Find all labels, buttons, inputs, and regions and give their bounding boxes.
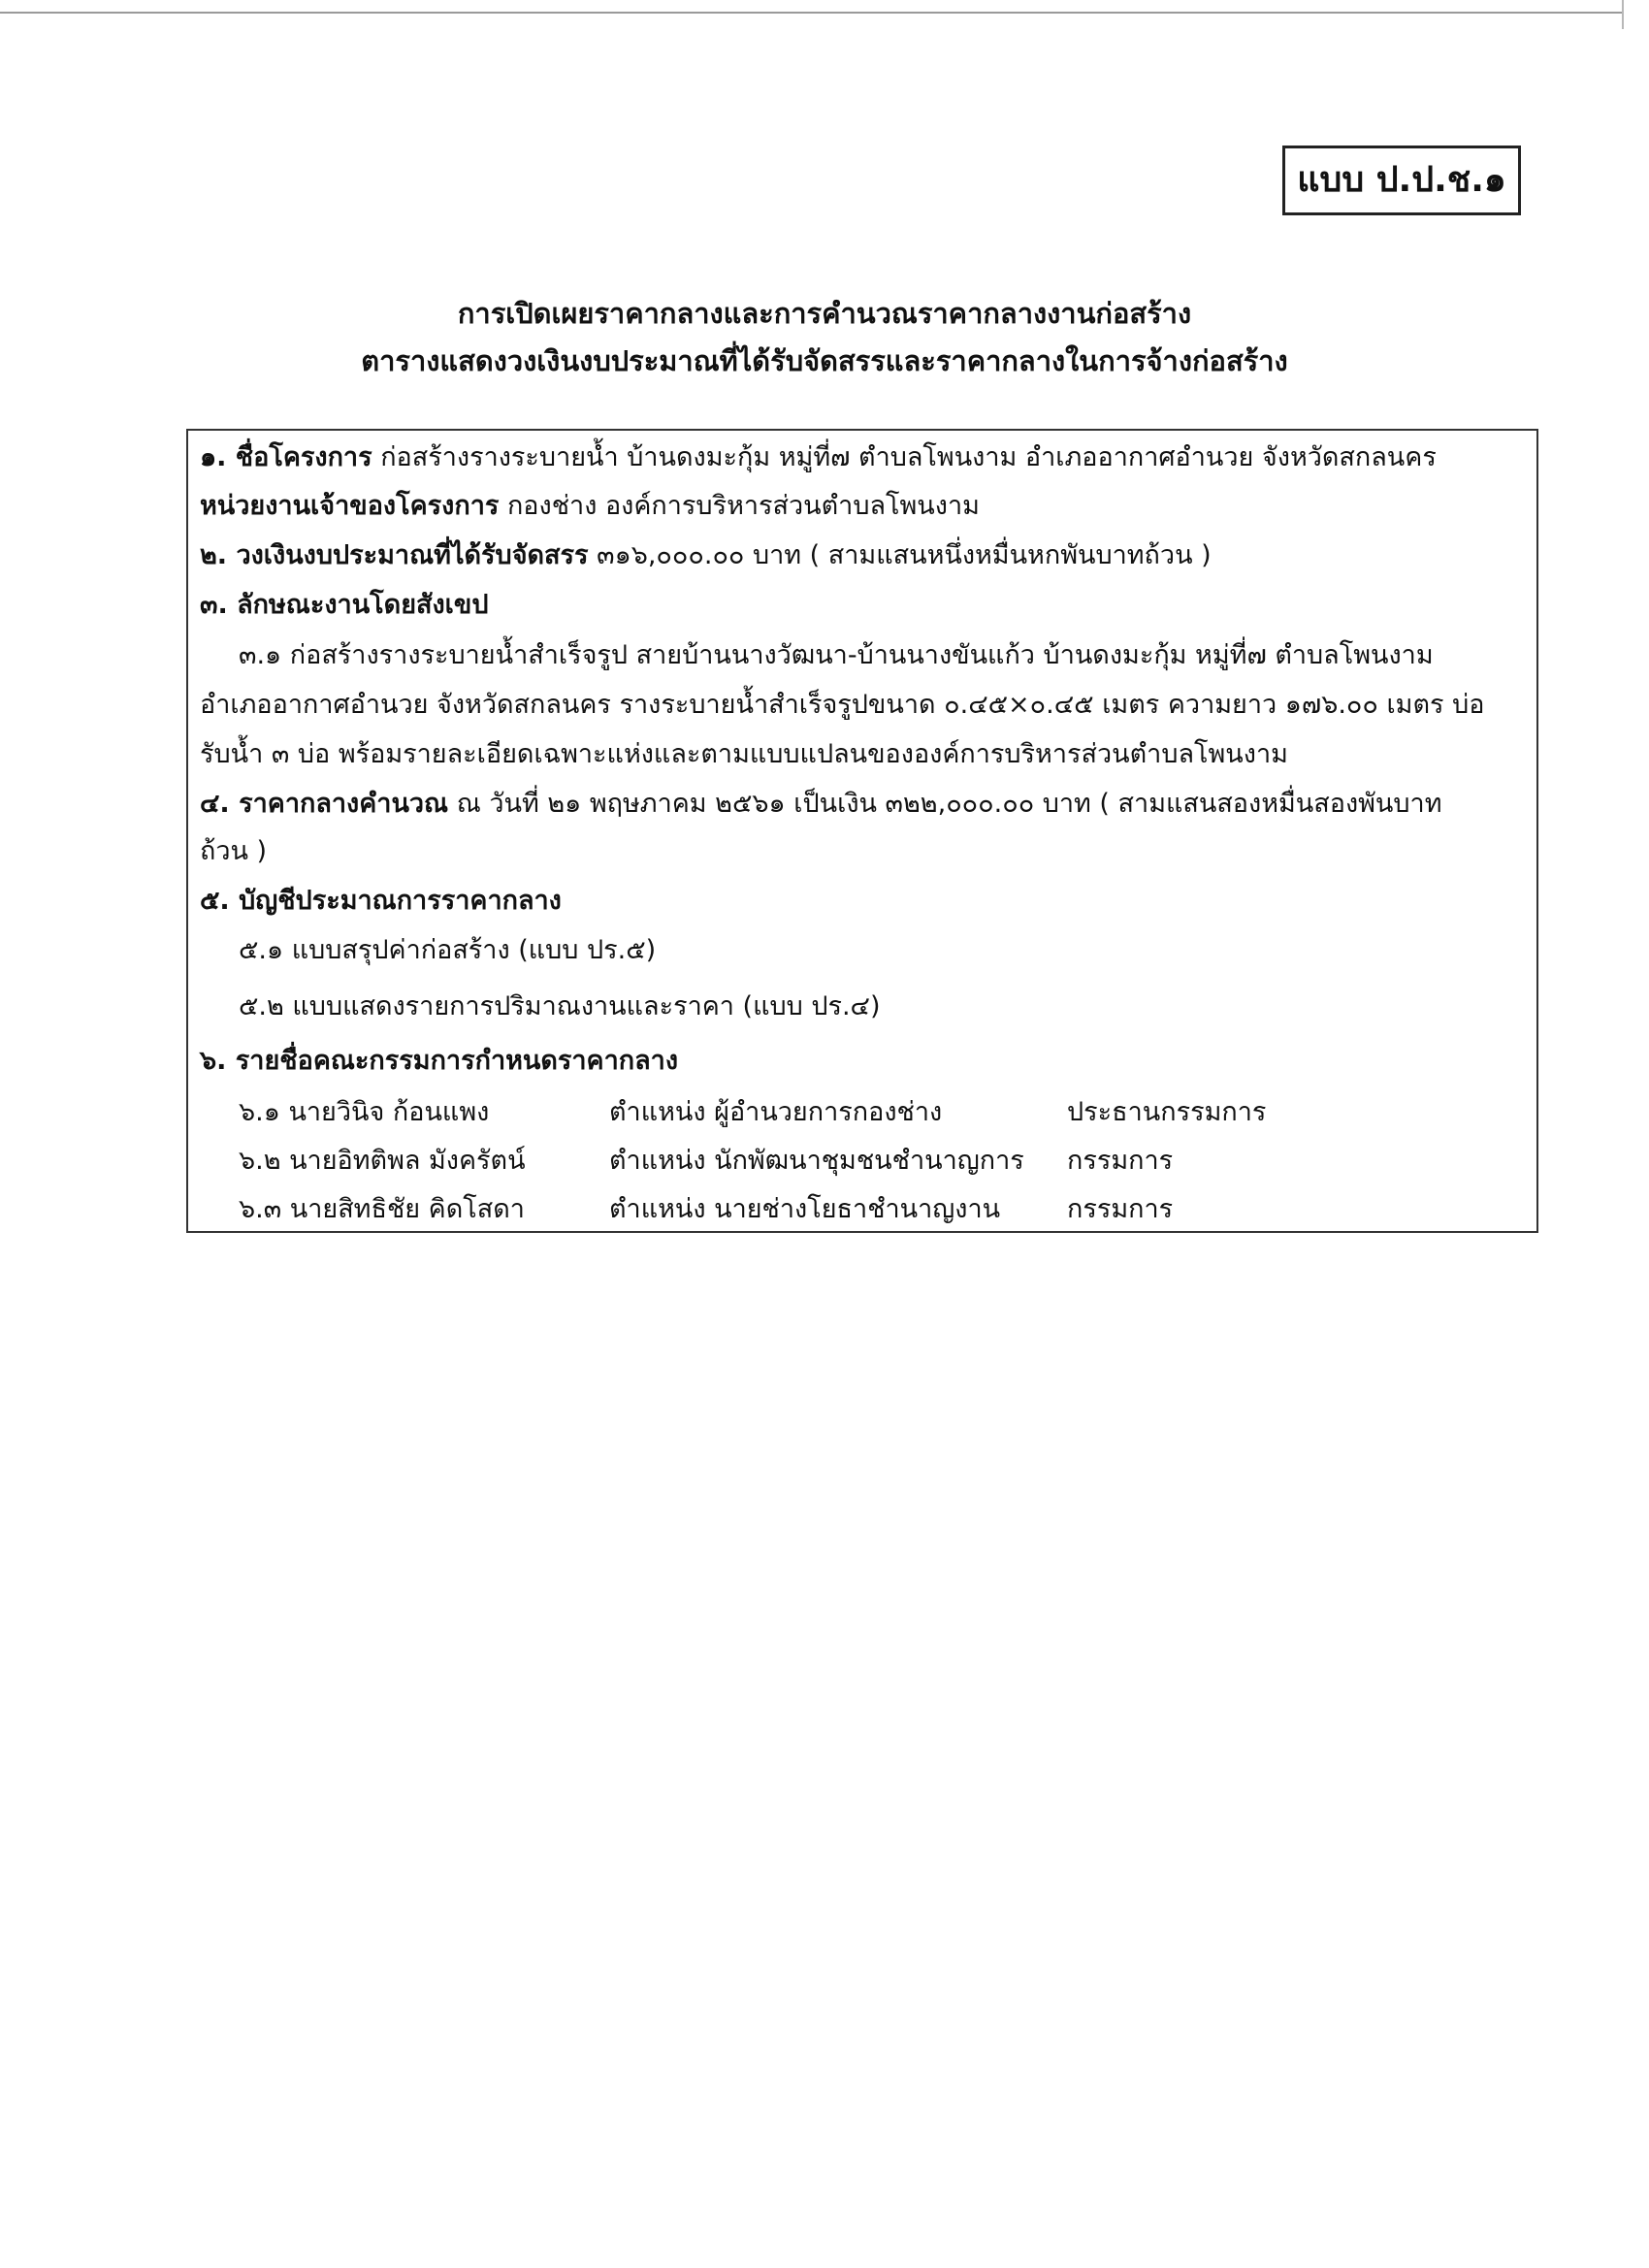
- estimate-item: ๕.๑ แบบสรุปค่าก่อสร้าง (แบบ ปร.๕): [239, 935, 657, 965]
- section-3-label: ๓. ลักษณะงานโดยสังเขป: [200, 590, 489, 620]
- section-5-label: ๕. บัญชีประมาณการราคากลาง: [200, 886, 562, 916]
- section-project-name: [200, 440, 1437, 475]
- page-edge-line: [1622, 0, 1624, 29]
- top-scan-rule: [0, 12, 1622, 14]
- section-1-label: ๑. ชื่อโครงการ: [200, 442, 372, 472]
- document-title: การเปิดเผยราคากลางและการคำนวณราคากลางงานก่อสร้าง: [457, 297, 1192, 330]
- member-role: ประธานกรรมการ: [1067, 1097, 1267, 1127]
- member-position: ตำแหน่ง นายช่างโยธาชำนาญงาน: [609, 1194, 1001, 1224]
- member-position: ตำแหน่ง นักพัฒนาชุมชนชำนาญการ: [609, 1146, 1024, 1176]
- section-6-label: ๖. รายชื่อคณะกรรมการกำหนดราคากลาง: [200, 1046, 679, 1076]
- section-median-price: [200, 787, 1442, 822]
- work-description-line: รับน้ำ ๓ บ่อ พร้อมรายละเอียดเฉพาะแห่งและตามแบบแปลนขององค์การบริหารส่วนตำบลโพนงาม: [200, 739, 1288, 769]
- member-role: กรรมการ: [1067, 1194, 1174, 1224]
- median-price-text-cont: ถ้วน ): [200, 836, 268, 866]
- member-name: ๖.๑ นายวินิจ ก้อนแพง: [239, 1097, 490, 1127]
- member-role: กรรมการ: [1067, 1146, 1174, 1176]
- section-4-label: ๔. ราคากลางคำนวณ: [200, 789, 449, 819]
- document-subtitle: ตารางแสดงวงเงินงบประมาณที่ได้รับจัดสรรและราคากลางในการจ้างก่อสร้าง: [361, 344, 1288, 377]
- member-name: ๖.๓ นายสิทธิชัย คิดโสดา: [239, 1194, 525, 1224]
- member-position: ตำแหน่ง ผู้อำนวยการกองช่าง: [609, 1097, 943, 1127]
- median-price-text: ณ วันที่ ๒๑ พฤษภาคม ๒๕๖๑ เป็นเงิน ๓๒๒,๐๐๐.๐๐ บาท ( สามแสนสองหมื่นสองพันบาท: [448, 789, 1442, 819]
- budget-text: ๓๑๖,๐๐๐.๐๐ บาท ( สามแสนหนึ่งหมื่นหกพันบาทถ้วน ): [588, 540, 1212, 570]
- form-code-box: แบบ ป.ป.ช.๑: [1282, 146, 1521, 215]
- estimate-item: ๕.๒ แบบแสดงรายการปริมาณงานและราคา (แบบ ปร.๔): [239, 991, 881, 1021]
- member-name: ๖.๒ นายอิทติพล มังครัตน์: [239, 1146, 526, 1176]
- work-description-line: อำเภออากาศอำนวย จังหวัดสกลนคร รางระบายน้ำสำเร็จรูปขนาด ๐.๔๕×๐.๔๕ เมตร ความยาว ๑๗๖.๐๐ เมตร บ่อ: [200, 690, 1485, 720]
- section-budget: [200, 538, 1212, 573]
- owner-text: กองช่าง องค์การบริหารส่วนตำบลโพนงาม: [499, 491, 980, 521]
- section-2-label: ๒. วงเงินงบประมาณที่ได้รับจัดสรร: [200, 540, 589, 570]
- project-name-text: ก่อสร้างรางระบายน้ำ บ้านดงมะกุ้ม หมู่ที่๗ ตำบลโพนงาม อำเภออากาศอำนวย จังหวัดสกลนคร: [372, 442, 1437, 472]
- work-description-line: ๓.๑ ก่อสร้างรางระบายน้ำสำเร็จรูป สายบ้านนางวัฒนา-บ้านนางขันแก้ว บ้านดงมะกุ้ม หมู่ที่๗ ตำบลโพนงาม: [239, 640, 1434, 670]
- section-project-owner: [200, 489, 980, 524]
- committee-member-row: [239, 1192, 1306, 1227]
- committee-member-row: [239, 1095, 1306, 1130]
- committee-member-row: [239, 1144, 1306, 1179]
- owner-label: หน่วยงานเจ้าของโครงการ: [200, 491, 500, 521]
